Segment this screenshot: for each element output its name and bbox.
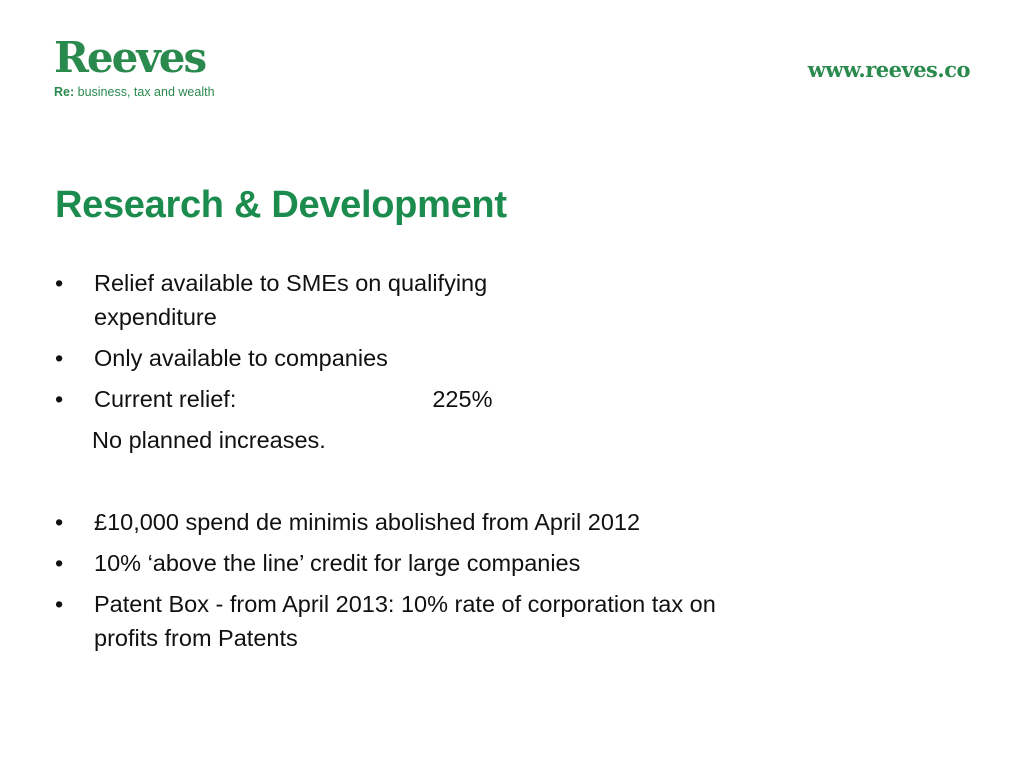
bullet-continuation: [55, 300, 935, 334]
website-url: www.reeves.co: [807, 57, 970, 82]
bullet-item: [55, 266, 935, 300]
bullet-icon: •: [55, 550, 64, 576]
bullet-item: [55, 505, 935, 539]
bullet-continuation: [55, 423, 935, 457]
bullet-text: £10,000 spend de minimis abolished from April 2012: [94, 509, 641, 535]
bullet-text: No planned increases.: [92, 427, 326, 453]
bullet-icon: •: [55, 509, 64, 535]
bullet-text: Only available to companies: [94, 345, 388, 371]
bullet-item: [55, 587, 935, 621]
bullet-icon: •: [55, 270, 64, 296]
reeves-logo: [54, 33, 215, 100]
bullet-list: [55, 266, 935, 662]
bullet-icon: •: [55, 345, 64, 371]
bullet-text: expenditure: [94, 304, 217, 330]
logo-tagline: [54, 84, 215, 100]
logo-tagline-text: business, tax and wealth: [74, 85, 215, 99]
bullet-icon: •: [55, 386, 64, 412]
bullet-item: [55, 382, 935, 416]
bullet-text: 10% ‘above the line’ credit for large companies: [94, 550, 581, 576]
relief-rate-value: 225%: [432, 386, 493, 412]
slide-title: Research & Development: [55, 184, 507, 226]
bullet-text: profits from Patents: [94, 625, 298, 651]
bullet-text: Relief available to SMEs on qualifying: [94, 270, 488, 296]
bullet-label: Current relief:: [94, 386, 237, 412]
bullet-text: Patent Box - from April 2013: 10% rate of corporation tax on: [94, 591, 716, 617]
logo-tagline-prefix: Re:: [54, 85, 75, 99]
spacer: [55, 464, 935, 505]
logo-wordmark: Reeves: [54, 33, 206, 82]
bullet-item: [55, 341, 935, 375]
bullet-continuation: [55, 621, 935, 655]
bullet-item: [55, 546, 935, 580]
bullet-icon: •: [55, 591, 64, 617]
